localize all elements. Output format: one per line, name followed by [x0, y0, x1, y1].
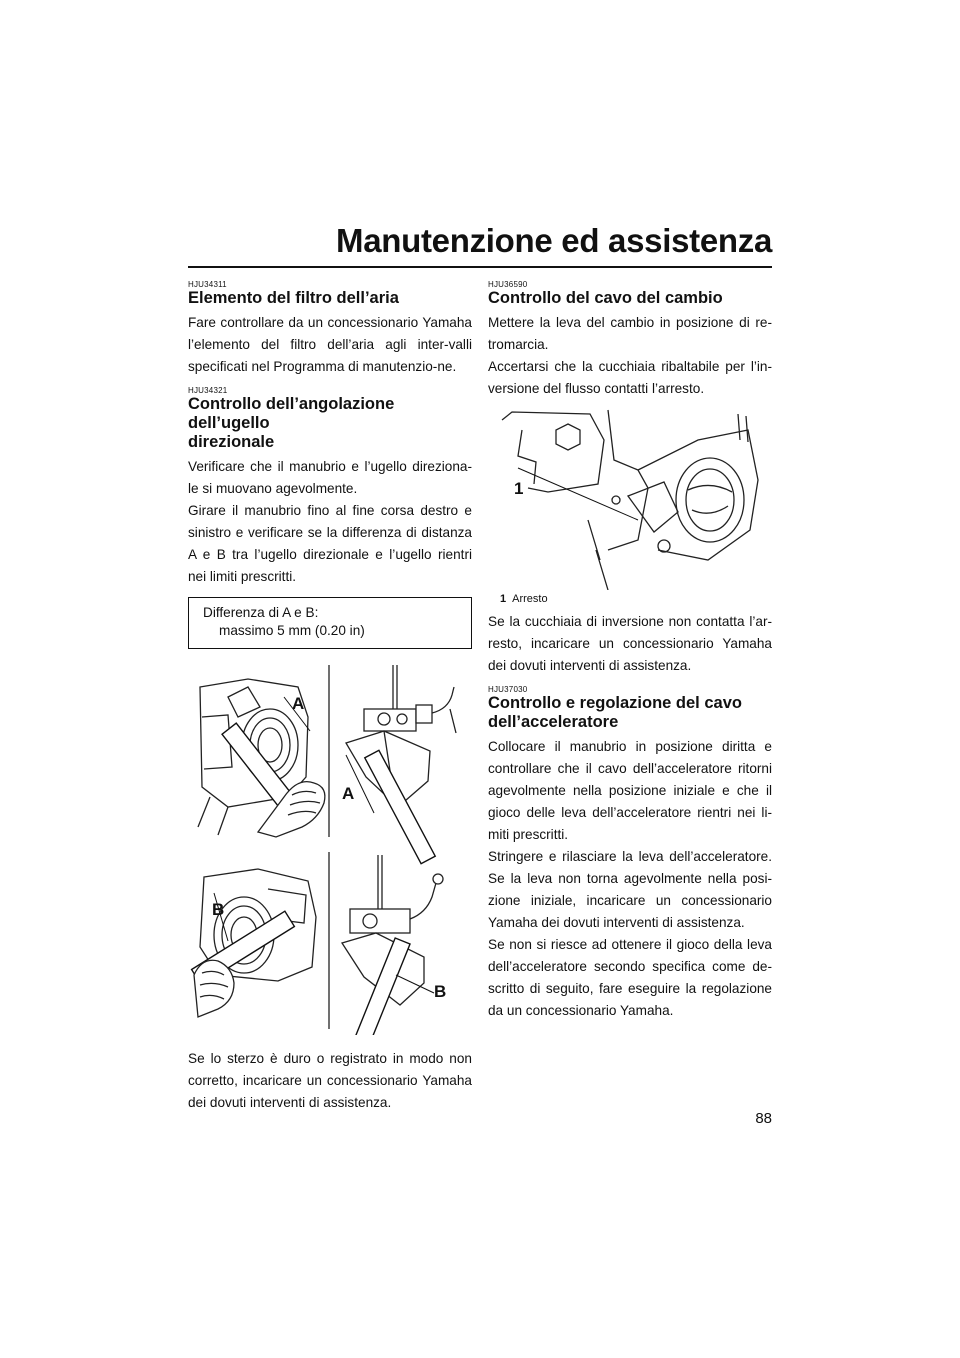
paragraph: Se lo sterzo è duro o registrato in modo non corretto, incaricare un concessionario Yamaha dei dovuti interventi di assistenza. — [188, 1051, 472, 1110]
paragraph: Se la cucchiaia di inversione non contatta l’ar-resto, incaricare un concessionario Yamaha dei dovuti interventi di assistenza. — [488, 614, 772, 673]
paragraph: Collocare il manubrio in posizione diritta e controllare che il cavo dell’acceleratore ritorni agevolmente nella posizione iniziale e che il gioco delle leva dell’acceleratore rientri nei li-miti prescritti. — [488, 739, 772, 842]
nozzle-drawing-top-right — [346, 665, 456, 807]
section-code: HJU37030 — [488, 685, 528, 694]
paragraph: Fare controllare da un concessionario Yamaha l’elemento del filtro dell’aria agli inter-valli specificati nel Programma di manutenzio-ne. — [188, 315, 472, 374]
heading-line: Controllo dell’angolazione dell’ugello — [188, 395, 395, 432]
nozzle-illustration — [188, 657, 472, 1035]
spec-box — [188, 597, 472, 649]
label-a: A — [292, 694, 305, 713]
page-title: Manutenzione ed assistenza — [336, 222, 772, 259]
spec-value: massimo 5 mm (0.20 in) — [219, 623, 365, 638]
spec-label: Differenza di A e B: — [203, 605, 319, 620]
paragraph: Verificare che il manubrio e l’ugello direziona-le si muovano agevolmente. — [188, 459, 472, 496]
section-code: HJU36590 — [488, 280, 528, 289]
section-code: HJU34311 — [188, 280, 227, 289]
caption-text: Arresto — [512, 593, 548, 605]
left-column — [188, 280, 472, 1114]
hand-bottom-left — [194, 960, 234, 1017]
section-heading-nozzle-angle — [188, 395, 472, 452]
reverse-gate-figure — [488, 400, 772, 595]
callout-1: 1 — [514, 479, 524, 498]
caption-number: 1 — [500, 593, 507, 605]
paragraph: Accertarsi che la cucchiaia ribaltabile per l’in-versione del flusso contatti l’arresto. — [488, 359, 772, 396]
heading-line: direzionale — [188, 433, 275, 451]
section-heading-air-filter: Elemento del filtro dell’aria — [188, 289, 399, 307]
section-code: HJU34321 — [188, 386, 228, 395]
paragraph: Se non si riesce ad ottenere il gioco della leva dell’acceleratore secondo specifica come de-scritto di seguito, fare eseguire la regolazione da un concessionario Yamaha. — [488, 937, 772, 1018]
page-number: 88 — [755, 1110, 772, 1127]
reverse-gate-illustration — [488, 400, 772, 590]
paragraph: Mettere la leva del cambio in posizione di re-tromarcia. — [488, 315, 772, 352]
heading-line: dell’acceleratore — [488, 713, 619, 731]
heading-line: Controllo e regolazione del cavo — [488, 694, 742, 712]
nozzle-figure — [188, 657, 472, 1040]
paragraph: Stringere e rilasciare la leva dell’acceleratore. Se la leva non torna agevolmente nella posi-zione iniziale, incaricare un concessionario Yamaha dei dovuti interventi di assistenza. — [488, 849, 772, 930]
label-a: A — [342, 784, 355, 803]
label-b: B — [434, 982, 447, 1001]
right-column — [488, 280, 772, 1022]
title-rule — [188, 266, 772, 268]
label-b: B — [212, 900, 225, 919]
section-heading-throttle-cable — [488, 694, 772, 732]
section-heading-shift-cable: Controllo del cavo del cambio — [488, 289, 723, 307]
paragraph: Girare il manubrio fino al fine corsa destro e sinistro e verificare se la differenza di distanza A e B tra l’ugello direzionale e l’ugello rientri nei limiti prescritti. — [188, 503, 472, 584]
